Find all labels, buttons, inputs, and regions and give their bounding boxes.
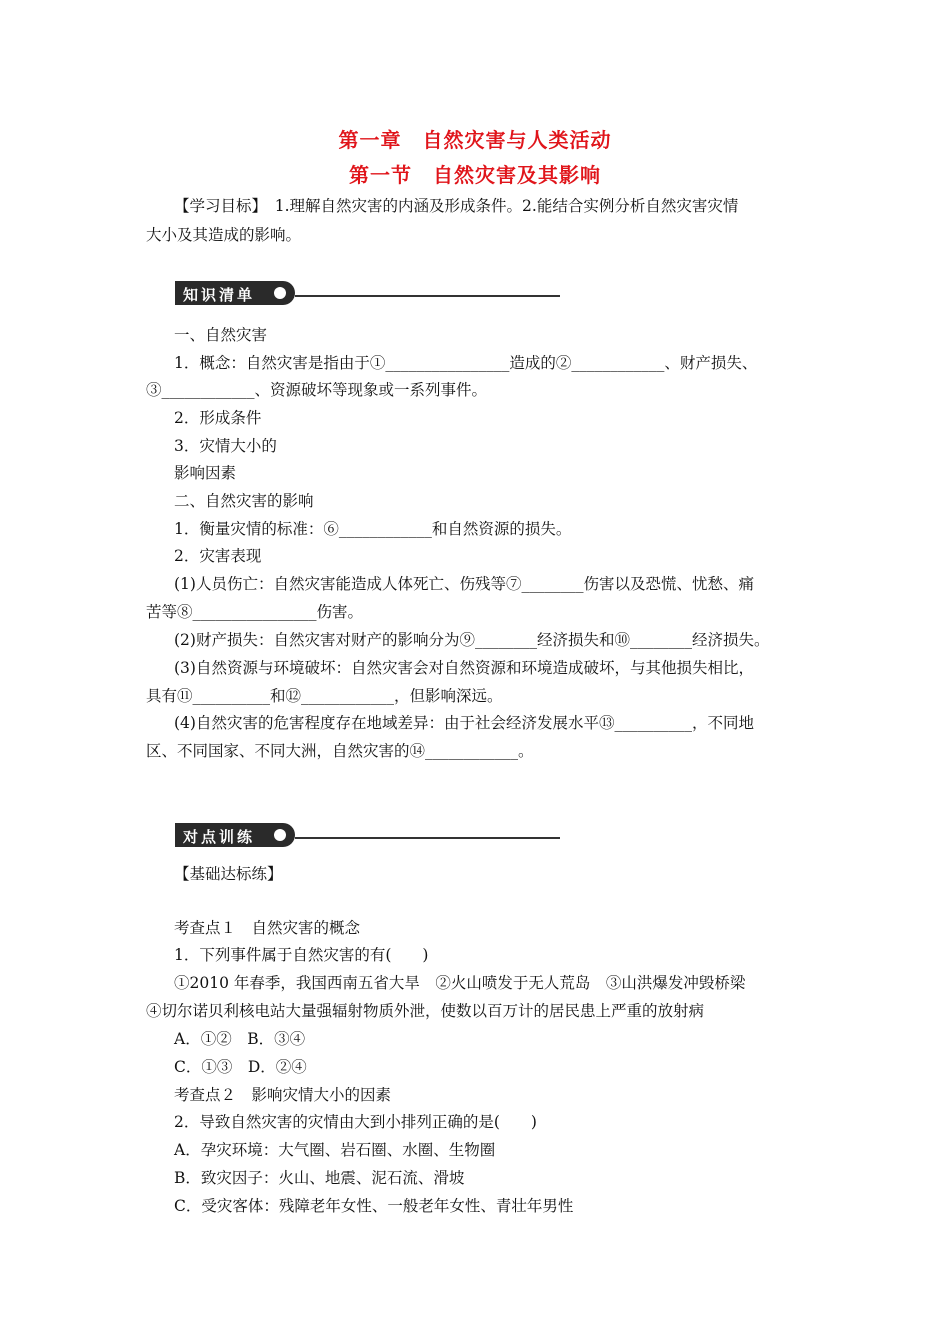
section-divider [295, 295, 560, 297]
knowledge-line: 二、自然灾害的影响 [174, 492, 314, 510]
knowledge-line: 区、不同国家、不同大洲，自然灾害的⑭____________。 [146, 742, 534, 760]
knowledge-line: 具有⑪__________和⑫____________，但影响深远。 [146, 687, 503, 705]
knowledge-line: (2)财产损失：自然灾害对财产的影响分为⑨________经济损失和⑩________经济损失。 [174, 631, 770, 649]
knowledge-line: 3．灾情大小的 [174, 437, 277, 455]
practice-line: C．①③ D．②④ [174, 1058, 307, 1076]
practice-line: B．致灾因子：火山、地震、泥石流、滑坡 [174, 1169, 465, 1187]
section-tag-label: 知识清单 [183, 286, 256, 304]
knowledge-line: 1．概念：自然灾害是指由于①________________造成的②____________、财产损失、 [174, 354, 758, 372]
practice-line: 考查点１ 自然灾害的概念 [174, 919, 361, 937]
practice-line: ①2010 年春季，我国西南五省大旱 ②火山喷发于无人荒岛 ③山洪爆发冲毁桥梁 [174, 974, 746, 992]
knowledge-section-header [175, 281, 560, 307]
objectives-line: 大小及其造成的影响。 [146, 226, 302, 244]
section-title: 第一节 自然灾害及其影响 [349, 163, 601, 187]
practice-line: 1．下列事件属于自然灾害的有( ) [174, 946, 429, 964]
knowledge-line: 2．形成条件 [174, 409, 262, 427]
practice-line: A．①② B．③④ [174, 1030, 306, 1048]
knowledge-line: 影响因素 [174, 464, 237, 482]
section-tag [175, 823, 295, 847]
practice-line: A．孕灾环境：大气圈、岩石圈、水圈、生物圈 [174, 1141, 496, 1159]
practice-line: ④切尔诺贝利核电站大量强辐射物质外泄，使数以百万计的居民患上严重的放射病 [146, 1002, 705, 1020]
objectives-line: 【学习目标】 1.理解自然灾害的内涵及形成条件。2.能结合实例分析自然灾害灾情 [174, 197, 739, 215]
chapter-title: 第一章 自然灾害与人类活动 [338, 128, 612, 152]
section-divider [295, 837, 560, 839]
knowledge-line: ③____________、资源破坏等现象或一系列事件。 [146, 381, 488, 399]
section-tag [175, 281, 295, 305]
knowledge-line: 2．灾害表现 [174, 547, 262, 565]
knowledge-line: 一、自然灾害 [174, 326, 268, 344]
practice-line: C．受灾客体：残障老年女性、一般老年女性、青壮年男性 [174, 1197, 574, 1215]
knowledge-line: 苦等⑧________________伤害。 [146, 603, 364, 621]
practice-line: 【基础达标练】 [174, 865, 283, 883]
practice-line: 2．导致自然灾害的灾情由大到小排列正确的是( ) [174, 1113, 537, 1131]
knowledge-line: (1)人员伤亡：自然灾害能造成人体死亡、伤残等⑦________伤害以及恐慌、忧愁、痛 [174, 575, 754, 593]
practice-line: 考查点２ 影响灾情大小的因素 [174, 1086, 392, 1104]
knowledge-line: 1．衡量灾情的标准：⑥____________和自然资源的损失。 [174, 520, 572, 538]
knowledge-line: (4)自然灾害的危害程度存在地域差异：由于社会经济发展水平⑬__________，不同地 [174, 714, 754, 732]
knowledge-line: (3)自然资源与环境破坏：自然灾害会对自然资源和环境造成破坏，与其他损失相比， [174, 659, 754, 677]
bullet-dot-icon [274, 287, 286, 299]
practice-section-header [175, 823, 560, 849]
bullet-dot-icon [274, 829, 286, 841]
section-tag-label: 对点训练 [183, 828, 256, 846]
